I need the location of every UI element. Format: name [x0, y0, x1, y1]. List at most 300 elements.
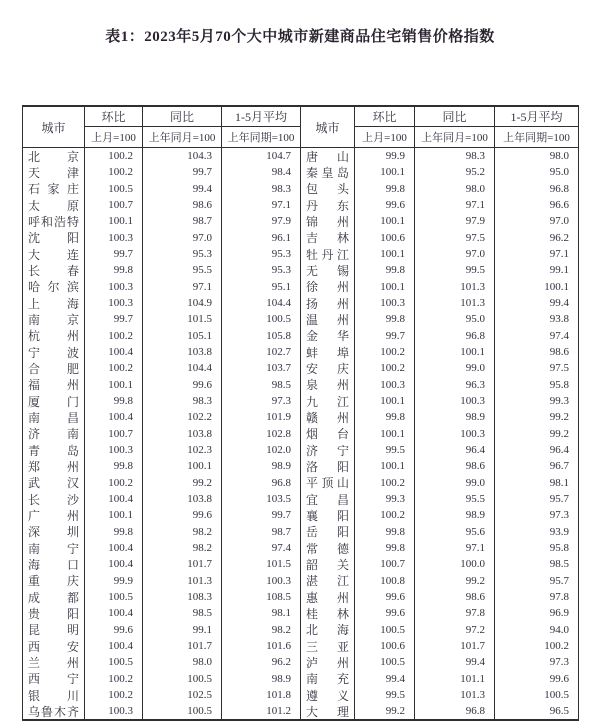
mom-value: 99.8	[355, 181, 415, 197]
yoy-value: 101.1	[415, 671, 495, 687]
city-cell	[301, 230, 355, 246]
mom-value: 100.1	[355, 164, 415, 180]
city-char: 江	[336, 394, 349, 409]
yoy-value: 104.9	[143, 295, 222, 311]
city-cell	[23, 589, 85, 605]
city-char: 厦	[28, 394, 41, 409]
city-char: 岛	[66, 443, 79, 458]
yoy-value: 101.3	[415, 295, 495, 311]
header-mom-base-left: 上月=100	[85, 127, 143, 147]
header-avg-right: 1-5月平均	[495, 107, 578, 127]
avg-value: 98.2	[222, 622, 301, 638]
avg-value: 102.8	[222, 426, 301, 442]
city-char: 长	[28, 492, 41, 507]
yoy-value: 96.3	[415, 377, 495, 393]
city-char: 合	[28, 361, 41, 376]
city-char: 温	[306, 312, 319, 327]
mom-value: 99.8	[355, 540, 415, 556]
mom-value: 100.6	[355, 230, 415, 246]
avg-value: 104.7	[222, 148, 301, 164]
avg-value: 102.7	[222, 344, 301, 360]
city-char: 德	[336, 541, 349, 556]
yoy-value: 99.2	[143, 475, 222, 491]
yoy-value: 95.3	[143, 246, 222, 262]
mom-value: 99.5	[355, 687, 415, 703]
city-cell	[23, 213, 85, 229]
city-cell	[301, 328, 355, 344]
city-char: 台	[336, 427, 349, 442]
city-char: 明	[66, 623, 79, 638]
avg-value: 96.4	[549, 444, 569, 457]
city-cell	[301, 279, 355, 295]
yoy-value: 96.4	[415, 442, 495, 458]
avg-value: 97.1	[222, 197, 301, 213]
city-cell	[23, 458, 85, 474]
city-cell	[23, 262, 85, 278]
city-char: 州	[336, 296, 349, 311]
mom-value: 99.6	[355, 197, 415, 213]
mom-value: 99.9	[355, 148, 415, 164]
avg-value: 95.1	[222, 279, 301, 295]
avg-value: 96.9	[549, 607, 569, 620]
city-char: 和	[40, 214, 53, 229]
mom-value: 99.3	[355, 491, 415, 507]
avg-value: 95.7	[549, 574, 569, 587]
city-char: 深	[28, 525, 41, 540]
city-char: 江	[336, 247, 349, 262]
avg-value: 101.9	[222, 409, 301, 425]
city-char: 昆	[28, 623, 41, 638]
mom-value: 99.2	[355, 703, 415, 719]
page	[0, 27, 600, 727]
avg-value: 108.5	[222, 589, 301, 605]
mom-value: 99.6	[355, 589, 415, 605]
yoy-value: 105.1	[143, 328, 222, 344]
header-yoy-left: 同比	[143, 107, 222, 127]
avg-value: 93.9	[549, 525, 569, 538]
city-char: 京	[66, 149, 79, 164]
avg-value: 96.8	[549, 182, 569, 195]
mom-value: 100.1	[355, 213, 415, 229]
city-char: 波	[66, 345, 79, 360]
avg-value: 103.7	[222, 360, 301, 376]
header-mom-right: 环比	[355, 107, 415, 127]
city-cell	[301, 589, 355, 605]
price-index-table	[22, 105, 579, 721]
mom-value: 99.7	[355, 328, 415, 344]
mom-value: 100.2	[355, 360, 415, 376]
city-cell	[23, 426, 85, 442]
yoy-value: 100.5	[143, 671, 222, 687]
city-char: 金	[306, 329, 319, 344]
city-cell	[23, 377, 85, 393]
city-cell	[23, 475, 85, 491]
city-cell	[23, 311, 85, 327]
mom-value: 100.8	[355, 573, 415, 589]
city-char: 青	[28, 443, 41, 458]
header-avg-base-right: 上年同期=100	[503, 132, 570, 144]
city-char: 南	[66, 427, 79, 442]
city-char: 东	[336, 198, 349, 213]
avg-value: 97.5	[549, 362, 569, 375]
city-cell	[301, 295, 355, 311]
mom-value: 99.8	[85, 262, 143, 278]
city-char: 山	[336, 476, 349, 491]
city-char: 吉	[306, 231, 319, 246]
yoy-value: 100.1	[415, 344, 495, 360]
yoy-value: 103.8	[143, 491, 222, 507]
yoy-value: 98.2	[143, 524, 222, 540]
city-cell	[23, 605, 85, 621]
mom-value: 100.2	[355, 475, 415, 491]
city-char: 林	[336, 231, 349, 246]
city-char: 州	[66, 329, 79, 344]
mom-value: 100.1	[355, 393, 415, 409]
mom-value: 100.7	[355, 556, 415, 572]
avg-value: 99.1	[549, 264, 569, 277]
avg-value: 96.1	[222, 230, 301, 246]
mom-value: 100.4	[85, 344, 143, 360]
avg-value: 97.3	[549, 509, 569, 522]
city-cell	[23, 279, 85, 295]
city-char: 南	[28, 312, 41, 327]
city-char: 郑	[28, 459, 41, 474]
city-cell	[23, 246, 85, 262]
city-char: 充	[336, 672, 349, 687]
mom-value: 100.4	[85, 409, 143, 425]
city-cell	[301, 181, 355, 197]
city-char: 木	[53, 704, 66, 719]
header-yoy-base-left: 上年同月=100	[143, 127, 222, 147]
city-char: 阳	[336, 508, 349, 523]
city-char: 赣	[306, 410, 319, 425]
city-cell	[23, 687, 85, 703]
city-char: 泉	[306, 378, 319, 393]
avg-value: 99.2	[549, 411, 569, 424]
city-cell	[301, 671, 355, 687]
city-char: 安	[66, 639, 79, 654]
city-cell	[301, 442, 355, 458]
mom-value: 99.6	[355, 605, 415, 621]
city-cell	[301, 540, 355, 556]
avg-value: 98.1	[549, 476, 569, 489]
avg-value: 105.8	[222, 328, 301, 344]
city-char: 汉	[66, 476, 79, 491]
city-char: 海	[66, 296, 79, 311]
city-cell	[301, 377, 355, 393]
city-char: 桂	[306, 606, 319, 621]
city-cell	[23, 181, 85, 197]
city-char: 宁	[336, 443, 349, 458]
yoy-value: 102.5	[143, 687, 222, 703]
city-char: 广	[28, 508, 41, 523]
city-char: 连	[66, 247, 79, 262]
yoy-value: 97.2	[415, 622, 495, 638]
yoy-value: 102.3	[143, 442, 222, 458]
city-cell	[301, 213, 355, 229]
mom-value: 100.3	[85, 295, 143, 311]
city-char: 常	[306, 541, 319, 556]
mom-value: 100.5	[85, 589, 143, 605]
avg-value: 93.8	[549, 313, 569, 326]
city-char: 尔	[47, 280, 60, 295]
city-cell	[301, 393, 355, 409]
city-char: 岳	[306, 525, 319, 540]
city-char: 庄	[66, 182, 79, 197]
mom-value: 100.4	[85, 491, 143, 507]
city-cell	[23, 556, 85, 572]
city-char: 州	[66, 459, 79, 474]
avg-value: 102.0	[222, 442, 301, 458]
yoy-value: 96.8	[415, 703, 495, 719]
avg-value: 97.3	[549, 656, 569, 669]
avg-value: 96.6	[549, 199, 569, 212]
yoy-value: 98.0	[415, 181, 495, 197]
mom-value: 100.5	[355, 622, 415, 638]
yoy-value: 100.3	[415, 426, 495, 442]
yoy-value: 99.2	[415, 573, 495, 589]
city-cell	[301, 409, 355, 425]
mom-value: 100.1	[85, 507, 143, 523]
mom-value: 100.2	[85, 671, 143, 687]
city-char: 西	[28, 639, 41, 654]
city-cell	[23, 230, 85, 246]
city-cell	[23, 573, 85, 589]
avg-value: 94.0	[549, 623, 569, 636]
city-char: 秦	[306, 166, 319, 180]
yoy-value: 95.6	[415, 524, 495, 540]
avg-value: 101.5	[222, 556, 301, 572]
mom-value: 100.2	[85, 360, 143, 376]
city-char: 兰	[28, 655, 41, 670]
header-avg-base-left: 上年同期=100	[222, 127, 301, 147]
city-char: 泸	[306, 655, 319, 670]
mom-value: 100.6	[355, 638, 415, 654]
avg-value: 98.1	[222, 605, 301, 621]
city-char: 宜	[306, 492, 319, 507]
city-cell	[23, 164, 85, 180]
header-city-right: 城市	[301, 107, 355, 147]
yoy-value: 97.5	[415, 230, 495, 246]
city-char: 三	[306, 639, 319, 654]
city-cell	[301, 573, 355, 589]
city-cell	[23, 360, 85, 376]
yoy-value: 97.1	[143, 279, 222, 295]
yoy-value: 99.6	[143, 377, 222, 393]
city-char: 山	[336, 149, 349, 164]
avg-value: 98.5	[222, 377, 301, 393]
avg-value: 101.6	[222, 638, 301, 654]
yoy-value: 98.7	[143, 213, 222, 229]
city-cell	[23, 328, 85, 344]
mom-value: 99.9	[85, 573, 143, 589]
city-char: 包	[306, 182, 319, 197]
yoy-value: 97.1	[415, 197, 495, 213]
avg-value: 97.4	[222, 540, 301, 556]
yoy-value: 108.3	[143, 589, 222, 605]
city-char: 州	[336, 280, 349, 295]
city-char: 浩	[53, 214, 66, 229]
avg-value: 101.2	[222, 703, 301, 719]
avg-value: 96.8	[222, 475, 301, 491]
city-char: 哈	[28, 280, 41, 295]
city-char: 州	[336, 590, 349, 605]
yoy-value: 97.8	[415, 605, 495, 621]
city-cell	[301, 262, 355, 278]
city-char: 州	[66, 508, 79, 523]
city-char: 沈	[28, 231, 41, 246]
city-char: 关	[336, 557, 349, 572]
yoy-value: 98.5	[143, 605, 222, 621]
city-cell	[301, 360, 355, 376]
yoy-value: 98.3	[143, 393, 222, 409]
mom-value: 100.4	[85, 540, 143, 556]
city-char: 义	[336, 688, 349, 703]
mom-value: 100.3	[355, 295, 415, 311]
mom-value: 100.1	[355, 246, 415, 262]
avg-value: 97.0	[549, 215, 569, 228]
mom-value: 100.2	[85, 148, 143, 164]
mom-value: 99.8	[355, 262, 415, 278]
city-char: 呼	[28, 214, 41, 229]
mom-value: 100.2	[85, 687, 143, 703]
city-char: 无	[306, 263, 319, 278]
avg-value: 100.1	[544, 280, 569, 293]
yoy-value: 100.3	[415, 393, 495, 409]
city-cell	[23, 197, 85, 213]
city-char: 北	[306, 623, 319, 638]
city-char: 皇	[321, 166, 334, 180]
mom-value: 100.1	[355, 458, 415, 474]
yoy-value: 103.8	[143, 426, 222, 442]
city-char: 沙	[66, 492, 79, 507]
city-char: 阳	[336, 459, 349, 474]
avg-value: 99.6	[549, 672, 569, 685]
city-char: 丹	[321, 247, 334, 262]
city-cell	[23, 295, 85, 311]
yoy-value: 95.5	[143, 262, 222, 278]
avg-value: 100.3	[222, 573, 301, 589]
mom-value: 99.5	[355, 442, 415, 458]
yoy-value: 97.0	[143, 230, 222, 246]
yoy-value: 98.9	[415, 409, 495, 425]
city-char: 原	[66, 198, 79, 213]
mom-value: 100.1	[355, 279, 415, 295]
avg-value: 100.2	[544, 640, 569, 652]
yoy-value: 98.2	[143, 540, 222, 556]
mom-value: 100.4	[85, 638, 143, 654]
yoy-value: 97.0	[415, 246, 495, 262]
mom-value: 100.3	[85, 230, 143, 246]
avg-value: 96.5	[549, 705, 569, 718]
city-cell	[301, 687, 355, 703]
city-char: 肥	[66, 361, 79, 376]
city-char: 北	[28, 149, 41, 164]
mom-value: 100.3	[85, 279, 143, 295]
city-cell	[301, 638, 355, 654]
header-yoy-right: 同比	[415, 107, 495, 127]
city-char: 锡	[336, 263, 349, 278]
city-char: 乌	[28, 704, 41, 719]
avg-value: 101.8	[222, 687, 301, 703]
mom-value: 99.8	[355, 311, 415, 327]
city-char: 南	[306, 672, 319, 687]
city-char: 湛	[306, 574, 319, 589]
city-cell	[23, 442, 85, 458]
mom-value: 100.2	[85, 164, 143, 180]
city-char: 上	[28, 296, 41, 311]
avg-value: 99.2	[549, 427, 569, 440]
city-cell	[23, 393, 85, 409]
mom-value: 100.7	[85, 426, 143, 442]
city-char: 亚	[336, 639, 349, 654]
city-cell	[23, 524, 85, 540]
city-char: 天	[28, 166, 41, 180]
city-char: 州	[336, 410, 349, 425]
mom-value: 99.7	[85, 246, 143, 262]
yoy-value: 101.3	[143, 573, 222, 589]
city-char: 海	[28, 557, 41, 572]
mom-value: 100.4	[85, 605, 143, 621]
header-city-left: 城市	[23, 107, 85, 147]
city-char: 宁	[66, 541, 79, 556]
city-char: 武	[28, 476, 41, 491]
avg-value: 95.7	[549, 493, 569, 506]
yoy-value: 98.6	[143, 197, 222, 213]
yoy-value: 100.1	[143, 458, 222, 474]
avg-value: 100.5	[222, 311, 301, 327]
avg-value: 98.7	[222, 524, 301, 540]
yoy-value: 98.0	[143, 654, 222, 670]
city-char: 锦	[306, 214, 319, 229]
city-char: 韶	[306, 557, 319, 572]
city-cell	[301, 605, 355, 621]
city-cell	[23, 654, 85, 670]
city-char: 安	[306, 361, 319, 376]
city-char: 洛	[306, 459, 319, 474]
yoy-value: 98.6	[415, 589, 495, 605]
yoy-value: 101.7	[415, 638, 495, 654]
city-char: 头	[336, 182, 349, 197]
mom-value: 99.8	[85, 524, 143, 540]
mom-value: 99.4	[355, 671, 415, 687]
avg-value: 96.7	[549, 460, 569, 473]
avg-value: 95.8	[549, 542, 569, 555]
mom-value: 100.1	[85, 377, 143, 393]
city-cell	[23, 638, 85, 654]
yoy-value: 101.7	[143, 556, 222, 572]
yoy-value: 99.7	[143, 164, 222, 180]
city-char: 平	[306, 476, 319, 491]
yoy-value: 101.7	[143, 638, 222, 654]
avg-value: 95.3	[222, 262, 301, 278]
city-cell	[301, 654, 355, 670]
city-char: 口	[66, 557, 79, 572]
city-char: 西	[28, 672, 41, 687]
city-char: 州	[336, 655, 349, 670]
header-avg-left: 1-5月平均	[222, 107, 301, 127]
city-char: 京	[66, 312, 79, 327]
mom-value: 99.6	[85, 622, 143, 638]
city-char: 扬	[306, 296, 319, 311]
mom-value: 99.7	[85, 311, 143, 327]
city-char: 惠	[306, 590, 319, 605]
avg-value: 98.9	[222, 458, 301, 474]
avg-value: 100.5	[544, 688, 569, 701]
city-char: 唐	[306, 149, 319, 164]
city-char: 阳	[66, 231, 79, 246]
yoy-value: 98.9	[415, 507, 495, 523]
